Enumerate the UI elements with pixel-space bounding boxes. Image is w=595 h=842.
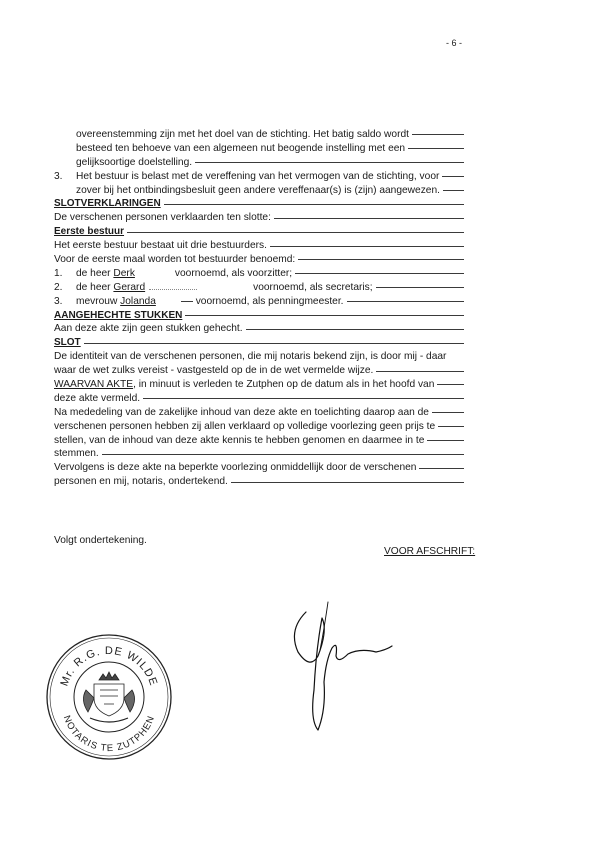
- signoff-text: Volgt ondertekening.: [54, 535, 147, 546]
- text-line: gelijksoortige doelstelling.: [54, 156, 464, 170]
- page-number: - 6 -: [446, 38, 463, 48]
- text-line: deze akte vermeld.: [54, 392, 464, 406]
- text-line: besteed ten behoeve van een algemeen nut beogende instelling met een: [54, 142, 464, 156]
- text-line: stemmen.: [54, 447, 464, 461]
- coat-of-arms-icon: [83, 672, 134, 722]
- text-line: overeenstemming zijn met het doel van de stichting. Het batig saldo wordt: [54, 128, 464, 142]
- text-line: waar de wet zulks vereist - vastgesteld op de in de wet vermelde wijze.: [54, 364, 464, 378]
- board-member-1: 1. de heer Derk voornoemd, als voorzitter;: [54, 267, 464, 281]
- seal-bottom-text: NOTARIS TE ZUTPHEN: [60, 713, 158, 755]
- section-heading: Eerste bestuur: [54, 225, 464, 239]
- section-heading: SLOTVERKLARINGEN: [54, 197, 464, 211]
- text-line: Voor de eerste maal worden tot bestuurder benoemd:: [54, 253, 464, 267]
- text-line: De identiteit van de verschenen personen, die mij notaris bekend zijn, is door mij - daar: [54, 351, 447, 363]
- notary-seal: [44, 632, 174, 762]
- section-heading: SLOT: [54, 336, 464, 350]
- text-line: zover bij het ontbindingsbesluit geen andere vereffenaar(s) is (zijn) aangewezen.: [54, 184, 464, 198]
- deed-body: [54, 128, 464, 489]
- section-heading: AANGEHECHTE STUKKEN: [54, 309, 464, 323]
- board-member-2: 2. de heer Gerard voornoemd, als secretaris;: [54, 281, 464, 295]
- numbered-item: 3. Het bestuur is belast met de vereffening van het vermogen van de stichting, voor: [54, 170, 464, 184]
- board-member-3: 3. mevrouw Jolanda voornoemd, als penningmeester.: [54, 295, 464, 309]
- text-line: Aan deze akte zijn geen stukken gehecht.: [54, 322, 464, 336]
- text-line: Het eerste bestuur bestaat uit drie bestuurders.: [54, 239, 464, 253]
- text-line: WAARVAN AKTE , in minuut is verleden te Zutphen op de datum als in het hoofd van: [54, 378, 464, 392]
- handwritten-signature: [268, 590, 408, 740]
- text-line: Na mededeling van de zakelijke inhoud van deze akte en toelichting daarop aan de: [54, 406, 464, 420]
- text-line: verschenen personen hebben zij allen verklaard op volledige voorlezing geen prijs te: [54, 420, 464, 434]
- text-line: Vervolgens is deze akte na beperkte voorlezing onmiddellijk door de verschenen: [54, 461, 464, 475]
- text-line: personen en mij, notaris, ondertekend.: [54, 475, 464, 489]
- seal-top-text: Mr. R.G. DE WILDE: [58, 644, 160, 688]
- text-line: De verschenen personen verklaarden ten slotte:: [54, 211, 464, 225]
- voor-afschrift-label: VOOR AFSCHRIFT:: [384, 546, 476, 557]
- text-line: stellen, van de inhoud van deze akte kennis te hebben genomen en daarmee in te: [54, 434, 464, 448]
